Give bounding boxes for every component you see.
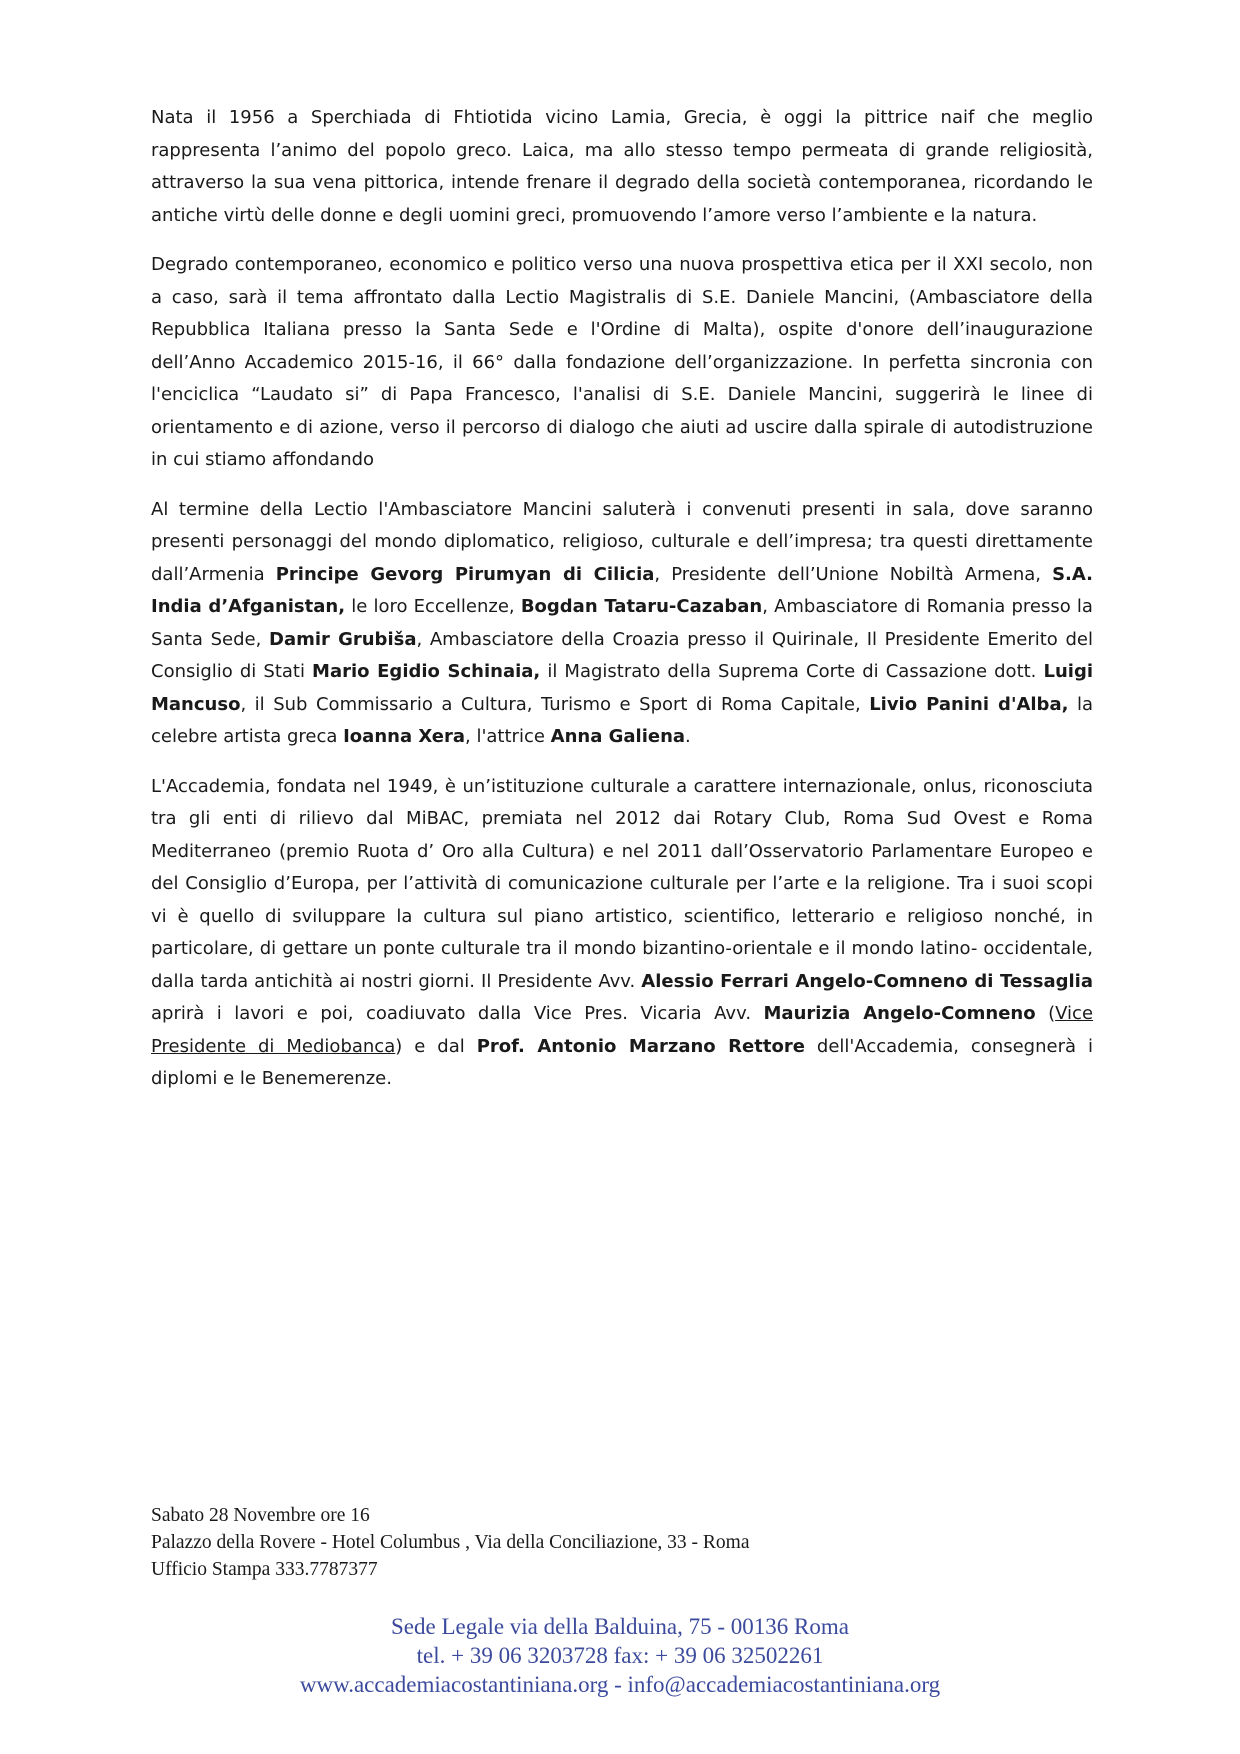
letterhead-footer (0, 1612, 1240, 1699)
bold-name: Damir Grubiša (269, 628, 417, 650)
press-office: Ufficio Stampa 333.7787377 (151, 1559, 378, 1580)
text-run: ) e dal (395, 1035, 477, 1057)
bold-name: Ioanna Xera (343, 726, 465, 747)
paragraph-2 (151, 249, 1093, 477)
footer-web: www.accademiacostantiniana.org - info@accademiacostantiniana.org (299, 1672, 941, 1697)
text-run: , il Sub Commissario a Cultura, Turismo e Sport di Roma Capitale, (240, 693, 870, 715)
text-run: Nata il 1956 a Sperchiada di Fhtiotida vicino Lamia, Grecia, è oggi la pittrice naif che meglio rappresenta l’animo del popolo greco. Laica, ma allo stesso tempo permeata di grande religiosità, attraverso la sua vena pittorica, intende frenare il degrado della società contemporanea, ricordando le antiche virtù delle donne e degli uomini greci, promuovendo l’amore verso l’ambiente e la natura. (151, 107, 1093, 226)
event-date: Sabato 28 Novembre ore 16 (151, 1505, 370, 1526)
text-run: , Presidente dell’Unione Nobiltà Armena, (654, 563, 1053, 585)
text-run: le loro Eccellenze, (345, 596, 521, 617)
text-run: L'Accademia, fondata nel 1949, è un’istituzione culturale a carattere internazionale, onlus, riconosciuta tra gli enti di rilievo dal MiBAC, premiata nel 2012 dai Rotary Club, Roma Sud Ovest e Roma Mediterraneo (premio Ruota d’ Oro alla Cultura) e nel 2011 dall’Osservatorio Parlamentare Europeo e del Consiglio d’Europa, per l’attività di comunicazione culturale per l’arte e la religione. Tra i suoi scopi vi è quello di sviluppare la cultura sul piano artistico, scientifico, letterario e religioso nonché, in particolare, di gettare un ponte culturale tra il mondo bizantino-orientale e il mondo latino- occidentale, dalla tarda antichità ai nostri giorni. Il Presidente Avv. (151, 775, 1093, 992)
text-run: . (685, 726, 691, 747)
text-run: , Ambasciatore di Romania presso la Santa Sede, (151, 596, 1093, 650)
bold-name: Prof. Antonio Marzano Rettore (476, 1035, 805, 1057)
text-run: dell'Accademia, consegnerà i diplomi e le Benemerenze. (151, 1035, 1093, 1089)
event-info (151, 1502, 1051, 1583)
text-run: , Ambasciatore della Croazia presso il Quirinale, Il Presidente Emerito del Consiglio di Stati (151, 628, 1093, 682)
text-run: , l'attrice (465, 726, 551, 747)
bold-name: Livio Panini d'Alba, (869, 693, 1069, 715)
bold-name: Maurizia Angelo-Comneno (763, 1003, 1036, 1024)
bold-name: S.A. India d’Afganistan, (151, 563, 1093, 617)
text-run: la celebre artista greca (151, 693, 1093, 747)
bold-name: Mario Egidio Schinaia, (312, 661, 541, 682)
paragraph-1 (151, 102, 1093, 232)
text-run: il Magistrato della Suprema Corte di Cassazione dott. (540, 661, 1044, 682)
event-venue: Palazzo della Rovere - Hotel Columbus , Via della Conciliazione, 33 - Roma (151, 1532, 750, 1553)
footer-address: Sede Legale via della Balduina, 75 - 00136 Roma (391, 1614, 849, 1639)
underlined-text: Vice Presidente di Mediobanca (151, 1003, 1094, 1057)
bold-name: Bogdan Tataru-Cazaban (520, 596, 763, 617)
text-run: ( (1035, 1003, 1056, 1024)
text-run: aprirà i lavori e poi, coadiuvato dalla Vice Pres. Vicaria Avv. (151, 1003, 764, 1024)
bold-name: Luigi Mancuso (151, 661, 1093, 715)
text-run: Al termine della Lectio l'Ambasciatore Mancini saluterà i convenuti presenti in sala, dove saranno presenti personaggi del mondo diplomatico, religioso, culturale e dell’impresa; tra questi direttamente dall’Armenia (151, 498, 1093, 585)
bold-name: Alessio Ferrari Angelo-Comneno di Tessaglia (641, 970, 1093, 992)
paragraph-3 (151, 494, 1093, 754)
paragraph-4 (151, 771, 1093, 1096)
text-run: Degrado contemporaneo, economico e politico verso una nuova prospettiva etica per il XXI secolo, non a caso, sarà il tema affrontato dalla Lectio Magistralis di S.E. Daniele Mancini, (Ambasciatore della Repubblica Italiana presso la Santa Sede e l'Ordine di Malta), ospite d'onore dell’inaugurazione dell’Anno Accademico 2015-16, il 66° dalla fondazione dell’organizzazione. In perfetta sincronia con l'enciclica “Laudato si” di Papa Francesco, l'analisi di S.E. Daniele Mancini, suggerirà le linee di orientamento e di azione, verso il percorso di dialogo che aiuti ad uscire dalla spirale di autodistruzione in cui stiamo affondando (151, 254, 1093, 470)
article-body (151, 102, 1093, 1113)
bold-name: Anna Galiena (550, 726, 686, 747)
footer-phone: tel. + 39 06 3203728 fax: + 39 06 32502261 (416, 1643, 824, 1668)
bold-name: Principe Gevorg Pirumyan di Cilicia (275, 563, 655, 585)
